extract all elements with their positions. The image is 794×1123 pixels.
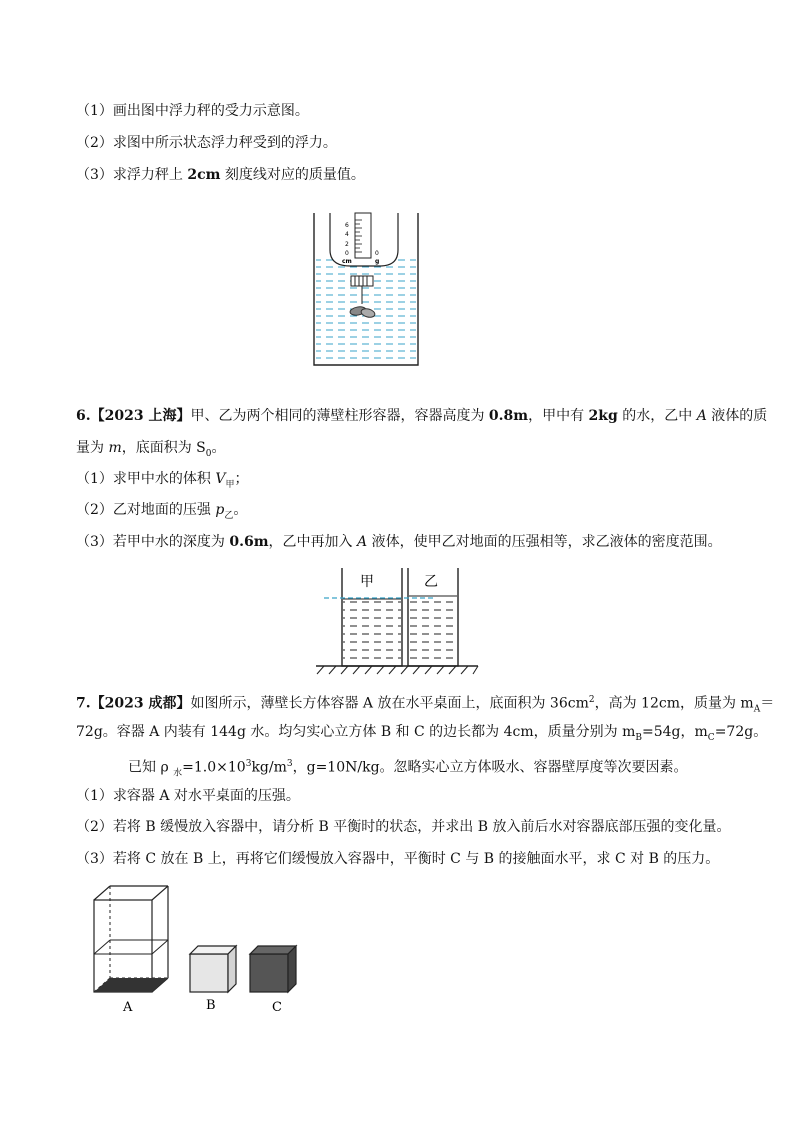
stem-text: 甲、乙为两个相同的薄壁柱形容器，容器高度为 — [190, 408, 489, 424]
q7-stem-line3 — [128, 754, 688, 783]
item-text: 乙对地面的压强 — [112, 502, 216, 518]
item-text: 求浮力秤上 — [112, 167, 188, 183]
q6-stem-line2 — [76, 438, 226, 464]
item-number: （1） — [76, 471, 113, 487]
stem-superscript: 3 — [286, 759, 293, 769]
item-number: （2） — [76, 135, 113, 151]
label-yi: 乙 — [424, 574, 438, 590]
item-text: 求图中所示状态浮力秤受到的浮力。 — [112, 135, 337, 151]
stem-italic: m — [108, 440, 122, 456]
stem-text: ，g=10N/kg。忽略实心立方体吸水、容器壁厚度等次要因素。 — [292, 759, 688, 776]
item-text: ； — [234, 471, 249, 487]
containers-figure — [312, 566, 482, 678]
item-number: （1） — [76, 103, 113, 119]
stem-text: 的水，乙中 — [617, 408, 697, 424]
buoyancy-scale-figure — [300, 208, 430, 370]
q7-stem-line2 — [76, 722, 767, 748]
q5-item-1 — [76, 101, 309, 121]
item-number: （3） — [76, 167, 113, 183]
stem-subscript: C — [707, 732, 715, 743]
item-text: 求甲中水的体积 — [112, 471, 216, 487]
q6-sub-2 — [76, 500, 247, 526]
unit-g: g — [375, 258, 380, 265]
zero-right: 0 — [375, 250, 379, 257]
stem-superscript: 3 — [245, 759, 252, 769]
item-subscript: 乙 — [224, 510, 234, 521]
stem-text: 。 — [211, 440, 226, 456]
stem-text: 已知 ρ — [128, 759, 174, 776]
item-italic: A — [357, 534, 368, 550]
stem-italic: A — [696, 408, 707, 424]
scale-tick-2: 2 — [345, 241, 349, 248]
stem-text: ＝ — [760, 695, 775, 712]
label-B: B — [206, 998, 216, 1013]
item-text: 画出图中浮力秤的受力示意图。 — [112, 103, 309, 119]
item-italic: p — [215, 502, 225, 518]
item-italic: V — [215, 471, 226, 487]
q5-item-2 — [76, 133, 337, 153]
stem-text: =72g。 — [714, 724, 768, 740]
label-C: C — [272, 1000, 282, 1015]
scale-tick-0: 0 — [345, 250, 349, 257]
stem-text: =1.0×10 — [182, 759, 246, 776]
item-bold: 0.6m — [229, 534, 269, 550]
q7-sub-2: （2）若将 B 缓慢放入容器中，请分析 B 平衡时的状态，并求出 B 放入前后水对容器底部压强的变化量。 — [76, 819, 731, 835]
item-text: 若甲中水的深度为 — [112, 534, 230, 550]
stem-text: kg/m — [251, 759, 287, 776]
label-A: A — [123, 1000, 133, 1015]
stem-subscript: 0 — [205, 448, 212, 459]
stem-subscript: B — [635, 732, 642, 743]
stem-text: 72g。容器 A 内装有 144g 水。均匀实心立方体 B 和 C 的边长都为 4cm，质量分别为 m — [76, 724, 636, 740]
scale-tick-4: 4 — [345, 231, 349, 238]
q6-sub-1 — [76, 469, 249, 495]
question-number: 7. — [76, 695, 91, 712]
stem-text: ，甲中有 — [528, 408, 589, 424]
stem-text: =54g，m — [642, 724, 708, 740]
q7-sub-1: （1）求容器 A 对水平桌面的压强。 — [76, 788, 300, 804]
stem-subscript: 水 — [173, 768, 183, 779]
item-text-tail: 刻度线对应的质量值。 — [220, 167, 365, 183]
item-bold: 2cm — [187, 167, 221, 183]
item-number: （3） — [76, 534, 113, 550]
item-text: 。 — [233, 502, 248, 518]
unit-cm: cm — [342, 258, 352, 265]
q7-stem-line1 — [76, 690, 774, 719]
q5-item-3 — [76, 165, 365, 185]
stem-text: 液体的质 — [706, 408, 768, 424]
stem-subscript: A — [753, 704, 761, 715]
q6-stem-line1 — [76, 406, 767, 426]
stem-text: 量为 — [76, 440, 109, 456]
stem-bold: 2kg — [588, 408, 618, 424]
stem-text: ，高为 12cm，质量为 m — [594, 695, 754, 712]
item-text: 液体，使甲乙对地面的压强相等，求乙液体的密度范围。 — [367, 534, 722, 550]
cubes-figure — [86, 880, 316, 1020]
item-subscript: 甲 — [225, 479, 235, 490]
label-jia: 甲 — [360, 574, 374, 590]
scale-tick-6: 6 — [345, 222, 349, 229]
stem-text: ，底面积为 S — [121, 440, 206, 456]
stem-superscript: 2 — [588, 695, 595, 705]
question-number: 6. — [76, 408, 91, 424]
stem-text: 如图所示，薄壁长方体容器 A 放在水平桌面上，底面积为 36cm — [190, 695, 589, 712]
q7-sub-3: （3）若将 C 放在 B 上，再将它们缓慢放入容器中，平衡时 C 与 B 的接触面水平，求 C 对 B 的压力。 — [76, 851, 720, 867]
q6-sub-3 — [76, 532, 722, 552]
question-source: 【2023 上海】 — [90, 408, 191, 424]
stem-bold: 0.8m — [488, 408, 529, 424]
question-source: 【2023 成都】 — [90, 695, 191, 712]
item-text: ，乙中再加入 — [268, 534, 357, 550]
item-number: （2） — [76, 502, 113, 518]
